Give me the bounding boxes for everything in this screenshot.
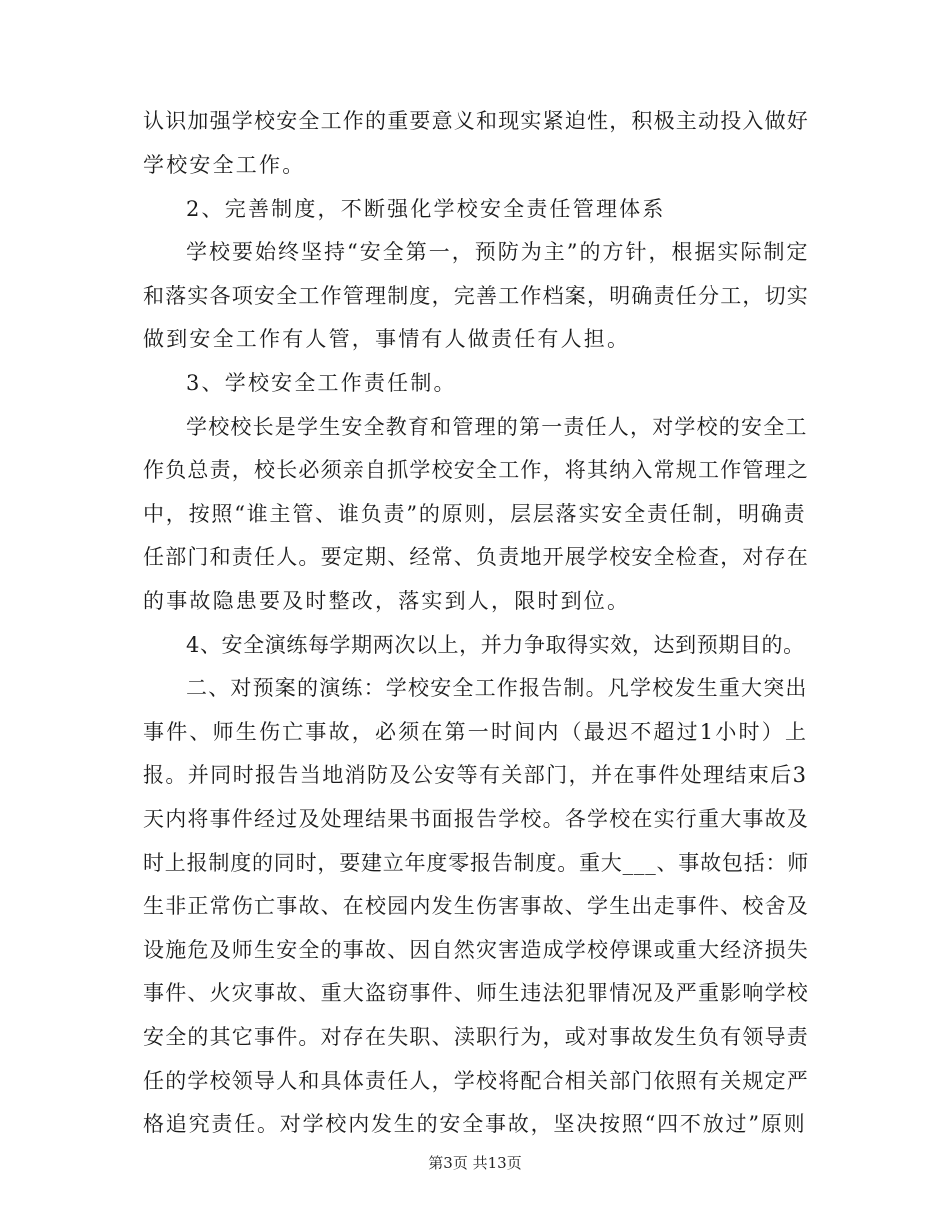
text-line: 事件、师生伤亡事故，必须在第一时间内（最迟不超过1小时）上 [143,720,809,744]
text-line: 中，按照“谁主管、谁负责”的原则，层层落实安全责任制，明确责 [143,502,807,526]
text-line: 格追究责任。对学校内发生的安全事故，坚决按照“四不放过”原则 [143,1112,807,1136]
text-line: 作负总责，校长必须亲自抓学校安全工作，将其纳入常规工作管理之 [143,458,809,482]
text-line: 二、对预案的演练：学校安全工作报告制。凡学校发生重大突出 [186,676,808,700]
text-line: 学校校长是学生安全教育和管理的第一责任人，对学校的安全工 [186,415,808,439]
text-line: 任的学校领导人和具体责任人，学校将配合相关部门依照有关规定严 [143,1069,809,1093]
text-line: 学校要始终坚持“安全第一，预防为主”的方针，根据实际制定 [186,240,810,264]
section-heading: 2、完善制度，不断强化学校安全责任管理体系 [186,197,666,221]
text-line: 时上报制度的同时，要建立年度零报告制度。重大___、事故包括：师 [143,851,810,875]
section-heading: 3、学校安全工作责任制。 [186,371,457,395]
text-line: 事件、火灾事故、重大盗窃事件、师生违法犯罪情况及严重影响学校 [143,981,809,1005]
text-line: 生非正常伤亡事故、在校园内发生伤害事故、学生出走事件、校舍及 [143,894,809,918]
text-line: 报。并同时报告当地消防及公安等有关部门，并在事件处理结束后3 [143,763,808,787]
text-line: 任部门和责任人。要定期、经常、负责地开展学校安全检查，对存在 [143,545,809,569]
text-line: 学校安全工作。 [143,153,306,177]
text-line: 4、安全演练每学期两次以上，并力争取得实效，达到预期目的。 [186,633,805,657]
text-line: 和落实各项安全工作管理制度，完善工作档案，明确责任分工，切实 [143,284,809,308]
text-line: 设施危及师生安全的事故、因自然灾害造成学校停课或重大经济损失 [143,938,809,962]
text-line: 安全的其它事件。对存在失职、渎职行为，或对事故发生负有领导责 [143,1025,809,1049]
text-line: 的事故隐患要及时整改，落实到人，限时到位。 [143,589,631,613]
text-line: 认识加强学校安全工作的重要意义和现实紧迫性，积极主动投入做好 [143,109,809,133]
text-line: 做到安全工作有人管，事情有人做责任有人担。 [143,327,631,351]
text-line: 天内将事件经过及处理结果书面报告学校。各学校在实行重大事故及 [143,807,809,831]
page-number: 第3页 共13页 [428,1154,522,1172]
